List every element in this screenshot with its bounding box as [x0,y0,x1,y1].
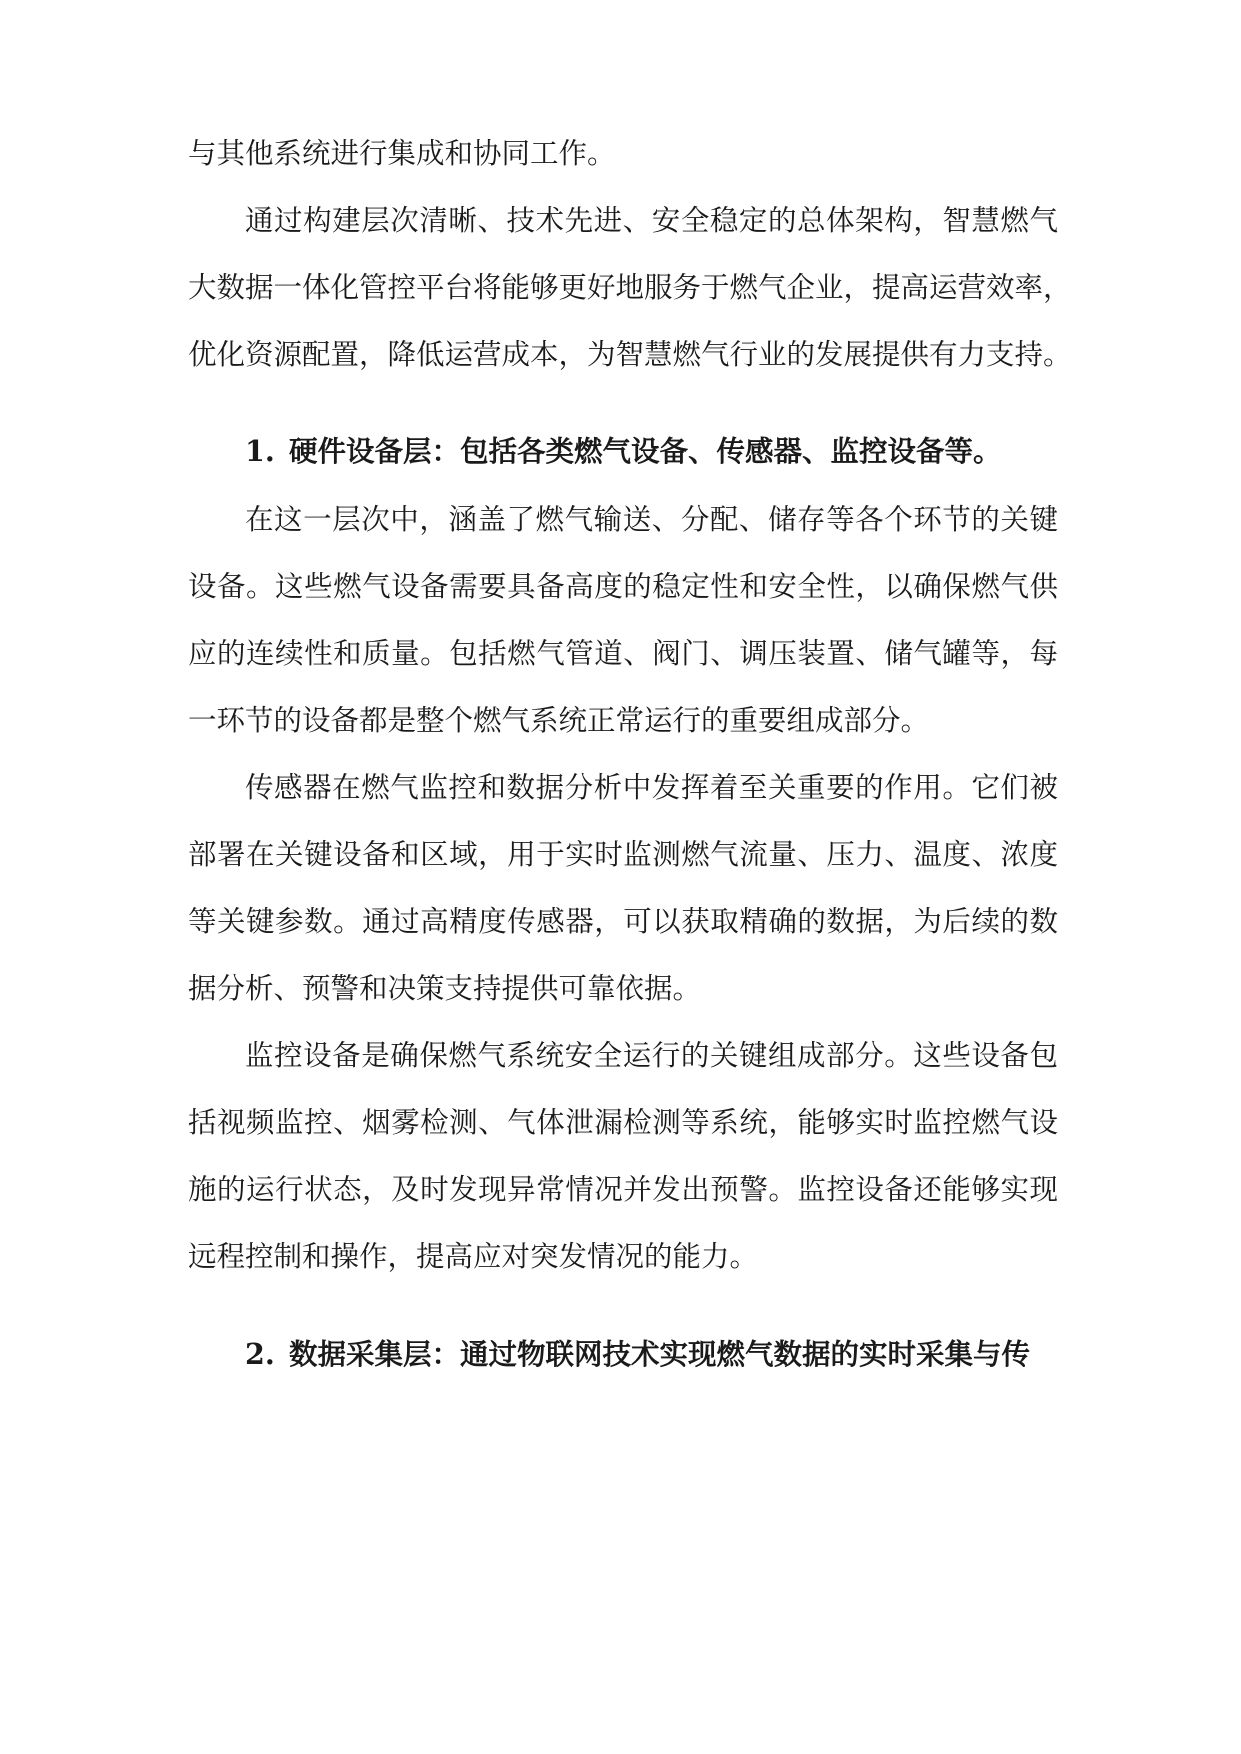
paragraph-line: 括视频监控、烟雾检测、气体泄漏检测等系统，能够实时监控燃气设 [188,1106,1058,1139]
summary-line-1: 通过构建层次清晰、技术先进、安全稳定的总体架构，智慧燃气 [245,204,1058,237]
continuation-line: 与其他系统进行集成和协同工作。 [188,137,616,170]
paragraph-line: 设备。这些燃气设备需要具备高度的稳定性和安全性，以确保燃气供 [188,570,1058,603]
section-heading-2 [245,1334,1065,1374]
paragraph-line: 在这一层次中，涵盖了燃气输送、分配、储存等各个环节的关键 [245,503,1058,536]
paragraph-line: 据分析、预警和决策支持提供可靠依据。 [188,972,702,1005]
section-title: 数据采集层：通过物联网技术实现燃气数据的实时采集与传 [289,1337,1031,1371]
paragraph-line: 部署在关键设备和区域，用于实时监测燃气流量、压力、温度、浓度 [188,838,1058,871]
paragraph-line: 传感器在燃气监控和数据分析中发挥着至关重要的作用。它们被 [245,771,1058,804]
section-title: 硬件设备层：包括各类燃气设备、传感器、监控设备等。 [289,434,1002,468]
summary-line-2: 大数据一体化管控平台将能够更好地服务于燃气企业，提高运营效率， [188,271,1072,304]
paragraph-line: 施的运行状态，及时发现异常情况并发出预警。监控设备还能够实现 [188,1173,1058,1206]
section-number: 2. [245,1337,275,1371]
paragraph-line: 一环节的设备都是整个燃气系统正常运行的重要组成部分。 [188,704,930,737]
paragraph-line: 远程控制和操作，提高应对突发情况的能力。 [188,1240,759,1273]
section-heading-1 [245,431,1065,471]
paragraph-line: 监控设备是确保燃气系统安全运行的关键组成部分。这些设备包 [245,1039,1058,1072]
paragraph-line: 应的连续性和质量。包括燃气管道、阀门、调压装置、储气罐等，每 [188,637,1058,670]
section-number: 1. [245,434,275,468]
summary-line-3: 优化资源配置，降低运营成本，为智慧燃气行业的发展提供有力支持。 [188,338,1072,371]
paragraph-line: 等关键参数。通过高精度传感器，可以获取精确的数据，为后续的数 [188,905,1058,938]
